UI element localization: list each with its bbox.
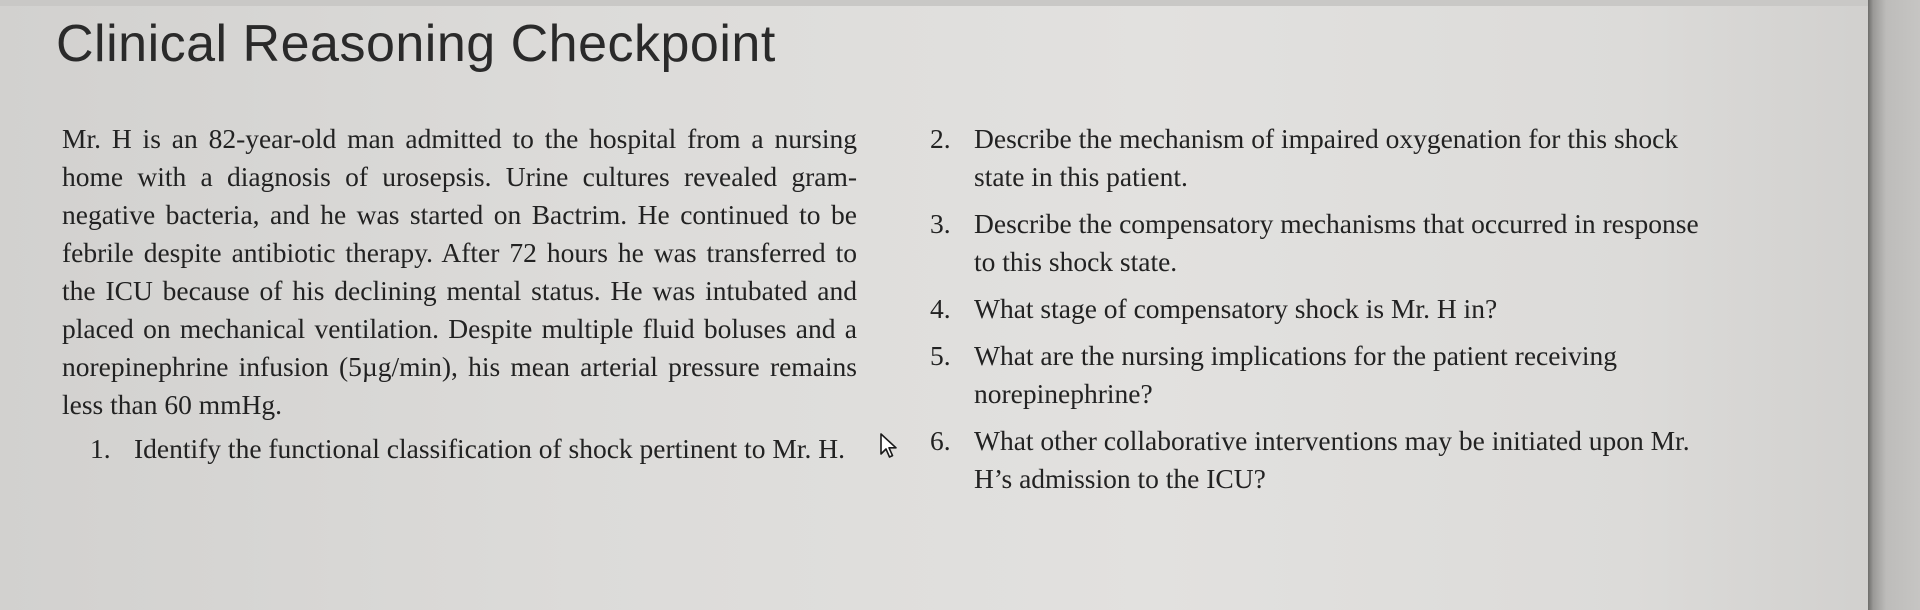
question-text: What stage of compensatory shock is Mr. H in? [974,293,1498,324]
question-number: 6. [930,425,951,456]
question-5 [930,337,1720,413]
question-number: 3. [930,208,951,239]
question-2 [930,120,1720,196]
question-text: What other collaborative interventions may be initiated upon Mr. H’s admission to the ICU? [974,425,1690,494]
mouse-pointer-icon [879,432,899,460]
questions-column [930,120,1720,507]
monitor-bezel [1868,0,1920,610]
page-title: Clinical Reasoning Checkpoint [56,15,776,73]
question-4 [930,290,1720,328]
question-1 [90,430,857,468]
question-3 [930,205,1720,281]
case-column [62,120,857,468]
question-text: Describe the mechanism of impaired oxygenation for this shock state in this patient. [974,123,1679,192]
case-description: Mr. H is an 82-year-old man admitted to the hospital from a nursing home with a diagnosis of urosepsis. Urine cultures revealed gram-negative bacteria, and he was started on Bactrim. He continued to be febrile despite antibiotic therapy. After 72 hours he was transferred to the ICU because of his declining mental status. He was intubated and placed on mechanical ventilation. Despite multiple fluid boluses and a norepinephrine infusion (5µg/min), his mean arterial pressure remains less than 60 mmHg. [62,123,857,420]
question-text: What are the nursing implications for the patient receiving norepinephrine? [974,340,1617,409]
question-number: 5. [930,340,951,371]
question-number: 2. [930,123,951,154]
screen-top-edge [0,0,1920,6]
question-list-left [62,430,857,468]
question-number: 4. [930,293,951,324]
question-list-right [930,120,1720,498]
question-6 [930,422,1720,498]
question-text: Identify the functional classification of shock pertinent to Mr. H. [134,433,845,464]
question-text: Describe the compensatory mechanisms that occurred in response to this shock state. [974,208,1699,277]
question-number: 1. [90,433,111,464]
